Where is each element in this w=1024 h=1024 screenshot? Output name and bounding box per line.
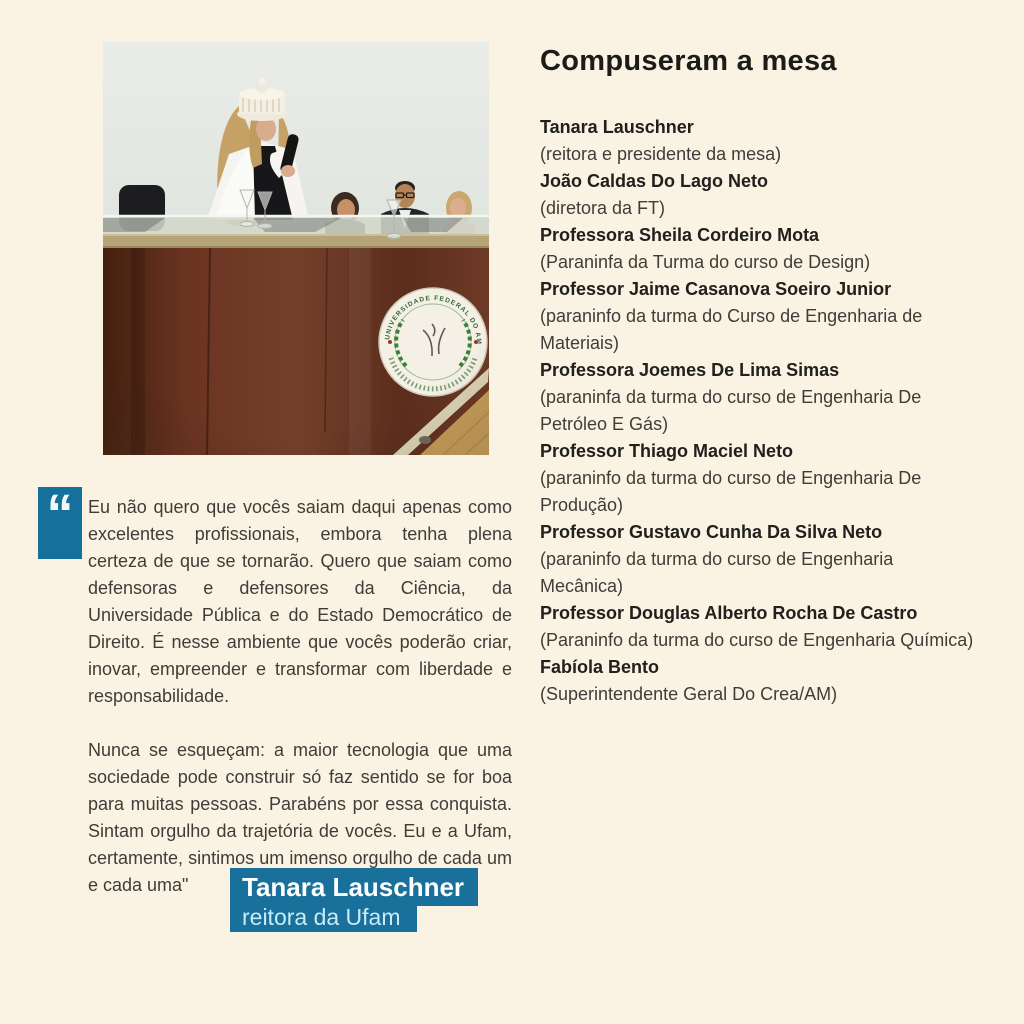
quote-icon — [38, 487, 82, 559]
panel-member-list — [540, 114, 974, 708]
speaker-role: reitora da Ufam — [230, 904, 417, 932]
quote-text — [88, 494, 512, 899]
panel-title: Compuseram a mesa — [540, 45, 837, 77]
panel-member-name: Professora Joemes De Lima Simas — [540, 360, 840, 380]
panel-member-name: Professora Sheila Cordeiro Mota — [540, 225, 820, 245]
panel-member — [540, 114, 974, 168]
panel-member-role: (diretora da FT) — [540, 198, 666, 218]
panel-member-name: Tanara Lauschner — [540, 117, 694, 137]
table-composition-panel — [540, 44, 974, 708]
panel-member — [540, 357, 974, 438]
panel-member — [540, 600, 974, 654]
panel-member-name: Professor Thiago Maciel Neto — [540, 441, 794, 461]
panel-member-role: (reitora e presidente da mesa) — [540, 144, 782, 164]
panel-member — [540, 168, 974, 222]
panel-member-role: (paraninfo da turma do Curso de Engenharia de Materiais) — [540, 306, 923, 353]
panel-member-name: Fabíola Bento — [540, 657, 660, 677]
panel-member — [540, 519, 974, 600]
panel-member-role: (Paraninfa da Turma do curso de Design) — [540, 252, 871, 272]
quote-paragraph-1: Eu não quero que vocês saiam daqui apenas como excelentes profissionais, embora tenha plena certeza de que se tornarão. Quero que saiam como defensoras e defensores da Ciência, da Universidade Pública e do Estado Democrático de Direito. É nesse ambiente que vocês poderão criar, inovar, empreender e transformar com liberdade e responsabilidade. — [88, 497, 512, 706]
panel-member-role: (paraninfo da turma do curso de Engenharia De Produção) — [540, 468, 922, 515]
panel-member-role: (Paraninfo da turma do curso de Engenharia Química) — [540, 630, 974, 650]
panel-member-name: Professor Jaime Casanova Soeiro Junior — [540, 279, 892, 299]
quote-paragraph-2: Nunca se esqueçam: a maior tecnologia que uma sociedade pode construir só faz sentido se for boa para muitas pessoas. Parabéns por essa conquista. Sintam orgulho da trajetória de vocês. Eu e a Ufam, certamente, sintimos um imenso orgulho de cada um e cada uma" — [88, 740, 512, 895]
panel-member — [540, 438, 974, 519]
quote-glyph: “ — [46, 487, 74, 544]
speaker-name: Tanara Lauschner — [230, 868, 478, 906]
panel-member — [540, 222, 974, 276]
panel-member-role: (paraninfo da turma do curso de Engenharia Mecânica) — [540, 549, 894, 596]
speaker-badge — [230, 868, 478, 932]
panel-member — [540, 276, 974, 357]
panel-member-role: (Superintendente Geral Do Crea/AM) — [540, 684, 838, 704]
ceremony-photo-illustration — [103, 42, 489, 455]
ceremony-photo — [103, 42, 489, 455]
panel-member-name: Professor Douglas Alberto Rocha De Castro — [540, 603, 918, 623]
panel-member-name: Professor Gustavo Cunha Da Silva Neto — [540, 522, 883, 542]
panel-member-role: (paraninfa da turma do curso de Engenharia De Petróleo E Gás) — [540, 387, 922, 434]
panel-member — [540, 654, 974, 708]
panel-member-name: João Caldas Do Lago Neto — [540, 171, 769, 191]
